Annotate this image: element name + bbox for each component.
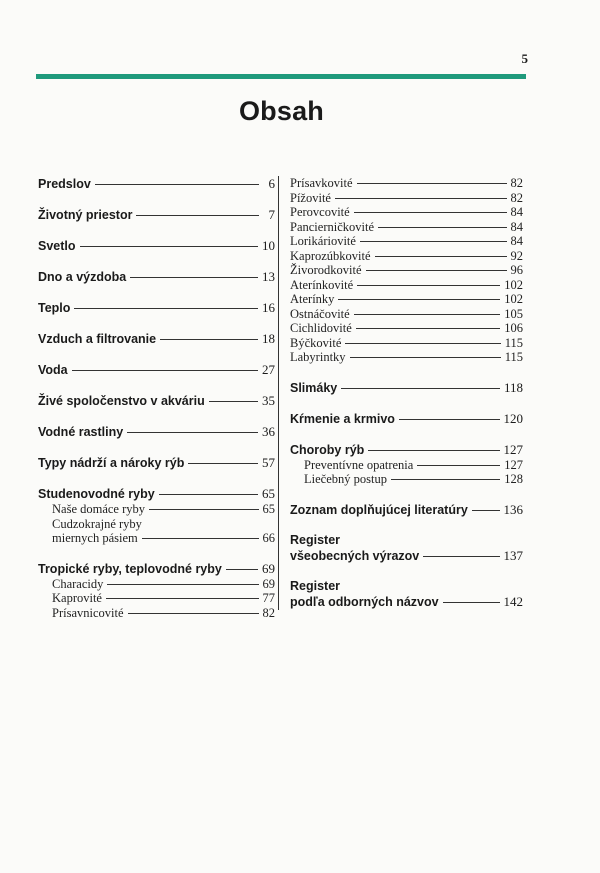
- toc-entry-typy-nadrzi[interactable]: [38, 455, 275, 471]
- toc-entry-label: všeobecných výrazov: [290, 548, 420, 563]
- toc-entry-page: 136: [503, 501, 523, 517]
- toc-subentry-page: 102: [504, 292, 523, 306]
- leader-line: [357, 183, 507, 184]
- toc-subentry[interactable]: [290, 249, 523, 264]
- toc-entry-page: 127: [503, 441, 523, 457]
- leader-line: [360, 241, 507, 242]
- toc-subentry-page: 77: [262, 591, 275, 605]
- leader-line: [209, 401, 258, 402]
- toc-subentry[interactable]: [290, 263, 523, 278]
- toc-left-column: [38, 176, 275, 620]
- leader-line: [391, 479, 500, 480]
- toc-subentry-page: 106: [504, 321, 523, 335]
- toc-subentry-page: 82: [510, 176, 523, 190]
- toc-subentry-page: 115: [504, 335, 523, 350]
- toc-subentry-label: Prísavkovité: [290, 176, 353, 190]
- leader-line: [95, 184, 259, 185]
- toc-subentry-page: 115: [504, 350, 523, 364]
- toc-subentry-page: 66: [262, 531, 275, 545]
- leader-line: [356, 328, 500, 329]
- toc-subentry[interactable]: [290, 234, 523, 249]
- toc-entry-label: Svetlo: [38, 239, 76, 253]
- toc-entry-predslov[interactable]: [38, 176, 275, 192]
- leader-line: [375, 256, 507, 257]
- toc-entry-studenovodne-ryby[interactable]: [38, 486, 275, 502]
- toc-subentry-label: Aterínky: [290, 292, 335, 306]
- toc-entry-register-odbornych[interactable]: [290, 594, 523, 610]
- leader-line: [149, 509, 258, 510]
- toc-entry-svetlo[interactable]: [38, 238, 275, 254]
- toc-entry-krmenie[interactable]: [290, 411, 523, 427]
- toc-entry-label: Tropické ryby, teplovodné ryby: [38, 561, 222, 576]
- toc-subentry[interactable]: [38, 606, 275, 621]
- toc-entry-label: Choroby rýb: [290, 442, 365, 457]
- toc-subentry-label: Characidy: [52, 576, 104, 591]
- leader-line: [368, 450, 499, 451]
- toc-entry-register-vseobecnych[interactable]: [290, 548, 523, 564]
- toc-entry-zive-spolocenstvo[interactable]: [38, 393, 275, 409]
- toc-subentry-page: 82: [262, 605, 275, 620]
- leader-line: [107, 584, 258, 585]
- toc-subentry-page: 82: [510, 190, 523, 205]
- page-title: Obsah: [238, 96, 325, 126]
- toc-entry-tropicke-ryby[interactable]: [38, 561, 275, 577]
- toc-entry-page: 120: [503, 410, 523, 426]
- leader-line: [127, 432, 258, 433]
- leader-line: [443, 602, 500, 603]
- toc-entry-page: 18: [262, 331, 275, 346]
- toc-entry-label: Slimáky: [290, 380, 338, 395]
- leader-line: [130, 277, 258, 278]
- toc-subentry[interactable]: [290, 472, 523, 487]
- toc-subentry-page: 105: [504, 306, 523, 321]
- toc-subentry-page: 84: [510, 219, 523, 234]
- leader-line: [159, 494, 258, 495]
- toc-subentry-label: Preventívne opatrenia: [304, 457, 414, 472]
- toc-subentry-label: Pancierničkovité: [290, 219, 374, 234]
- leader-line: [338, 299, 500, 300]
- leader-line: [74, 308, 258, 309]
- toc-entry-page: 35: [262, 393, 275, 408]
- toc-entry-slimaky[interactable]: [290, 380, 523, 396]
- toc-subentry-page: 65: [262, 502, 275, 516]
- leader-line: [128, 613, 259, 614]
- toc-subentry[interactable]: [290, 321, 523, 336]
- toc-entry-page: 57: [262, 455, 275, 470]
- leader-line: [341, 388, 500, 389]
- toc-entry-voda[interactable]: [38, 362, 275, 378]
- toc-subentry-label: Kaprovité: [52, 591, 102, 605]
- leader-line: [399, 419, 500, 420]
- header-rule: [36, 74, 526, 79]
- leader-line: [345, 343, 500, 344]
- toc-subentry[interactable]: [290, 176, 523, 191]
- toc-subentry-page: 84: [510, 234, 523, 248]
- toc-subentry-label: Prísavnicovité: [52, 605, 124, 620]
- tropical-subentries: [290, 176, 523, 365]
- toc-entry-page: 6: [268, 176, 275, 191]
- toc-subentry-label: Aterínkovité: [290, 277, 354, 292]
- leader-line: [423, 556, 499, 557]
- toc-subentry-label: Ostnáčovité: [290, 306, 350, 321]
- toc-subentry[interactable]: [290, 220, 523, 235]
- toc-subentry-label: Živorodkovité: [290, 263, 362, 277]
- toc-subentry-page: 127: [504, 457, 523, 472]
- toc-entry-page: 10: [262, 238, 275, 253]
- toc-subentry-label: Kaprozúbkovité: [290, 248, 371, 263]
- toc-entry-label: Teplo: [38, 301, 71, 315]
- toc-subentry-page: 84: [510, 205, 523, 219]
- toc-entry-register2-line1: Register: [290, 578, 341, 593]
- toc-entry-vzduch[interactable]: [38, 331, 275, 347]
- toc-entry-page: 36: [262, 424, 275, 439]
- toc-subentry-label-line1: Cudzokrajné ryby: [52, 516, 142, 531]
- toc-entry-label: Dno a výzdoba: [38, 270, 127, 284]
- toc-subentry[interactable]: [290, 278, 523, 293]
- toc-entry-page: 137: [503, 547, 523, 563]
- toc-subentry-label: Liečebný postup: [304, 472, 387, 486]
- toc-entry-label: podľa odborných názvov: [290, 594, 439, 609]
- leader-line: [366, 270, 507, 271]
- leader-line: [417, 465, 500, 466]
- toc-entry-label: Voda: [38, 363, 68, 377]
- toc-subentry-page: 102: [504, 277, 523, 292]
- toc-entry-choroby[interactable]: [290, 442, 523, 458]
- toc-subentry[interactable]: [38, 531, 275, 546]
- toc-entry-label: Vzduch a filtrovanie: [38, 332, 157, 346]
- toc-subentry-label: Labyrintky: [290, 350, 346, 364]
- toc-entry-page: 69: [262, 560, 275, 576]
- toc-entry-label: Typy nádrží a nároky rýb: [38, 456, 185, 470]
- toc-entry-page: 16: [262, 300, 275, 315]
- toc-entry-teplo[interactable]: [38, 300, 275, 316]
- toc-subentry[interactable]: [38, 577, 275, 592]
- toc-subentry[interactable]: [290, 458, 523, 473]
- leader-line: [188, 463, 258, 464]
- toc-subentry[interactable]: [290, 292, 523, 307]
- column-divider: [278, 176, 279, 610]
- leader-line: [72, 370, 258, 371]
- toc-subentry-label: Perovcovité: [290, 205, 350, 219]
- toc-subentry[interactable]: [290, 307, 523, 322]
- toc-subentry-page: 96: [510, 263, 523, 277]
- toc-subentry[interactable]: [290, 191, 523, 206]
- toc-subentry[interactable]: [290, 205, 523, 220]
- toc-entry-page: 142: [503, 593, 523, 609]
- toc-subentry-label: miernych pásiem: [52, 531, 138, 545]
- leader-line: [357, 285, 500, 286]
- toc-entry-label: Zoznam doplňujúcej literatúry: [290, 502, 468, 517]
- toc-entry-label: Predslov: [38, 177, 91, 191]
- toc-entry-label: Živé spoločenstvo v akváriu: [38, 394, 205, 408]
- toc-entry-zivotny-priestor[interactable]: [38, 207, 275, 223]
- toc-subentry-label: Lorikáriovité: [290, 234, 356, 248]
- toc-entry-page: 118: [503, 379, 523, 395]
- toc-entry-register1-line1: Register: [290, 532, 341, 547]
- leader-line: [226, 569, 258, 570]
- toc-subentry[interactable]: [38, 591, 275, 606]
- toc-subentry[interactable]: [38, 502, 275, 517]
- toc-right-column: [290, 176, 523, 610]
- leader-line: [106, 598, 259, 599]
- toc-subentry-page: 92: [510, 248, 523, 263]
- toc-entry-label: Životný priestor: [38, 208, 133, 222]
- toc-subentry-label: Naše domáce ryby: [52, 502, 146, 516]
- toc-entry-vodne-rastliny[interactable]: [38, 424, 275, 440]
- toc-entry-label: Vodné rastliny: [38, 425, 124, 439]
- leader-line: [160, 339, 258, 340]
- toc-subentry-label: Pížovité: [290, 190, 331, 205]
- toc-entry-zoznam-literatury[interactable]: [290, 502, 523, 518]
- toc-subentry-page: 69: [262, 576, 275, 591]
- toc-entry-page: 27: [262, 362, 275, 377]
- leader-line: [354, 314, 501, 315]
- toc-entry-label: Kŕmenie a krmivo: [290, 411, 395, 426]
- leader-line: [350, 357, 501, 358]
- toc-subentry[interactable]: [290, 350, 523, 365]
- leader-line: [378, 227, 507, 228]
- leader-line: [80, 246, 258, 247]
- page-number: 5: [521, 51, 528, 66]
- leader-line: [142, 538, 259, 539]
- toc-entry-page: 7: [268, 207, 275, 222]
- toc-subentry-page: 128: [504, 472, 523, 486]
- toc-entry-page: 13: [262, 269, 275, 284]
- leader-line: [472, 510, 500, 511]
- leader-line: [335, 198, 507, 199]
- toc-entry-dno[interactable]: [38, 269, 275, 285]
- toc-subentry-label: Cichlidovité: [290, 321, 352, 335]
- toc-subentry-label: Býčkovité: [290, 335, 342, 350]
- leader-line: [354, 212, 507, 213]
- leader-line: [136, 215, 259, 216]
- toc-entry-page: 65: [262, 486, 275, 501]
- toc-entry-label: Studenovodné ryby: [38, 487, 155, 501]
- toc-subentry[interactable]: [290, 336, 523, 351]
